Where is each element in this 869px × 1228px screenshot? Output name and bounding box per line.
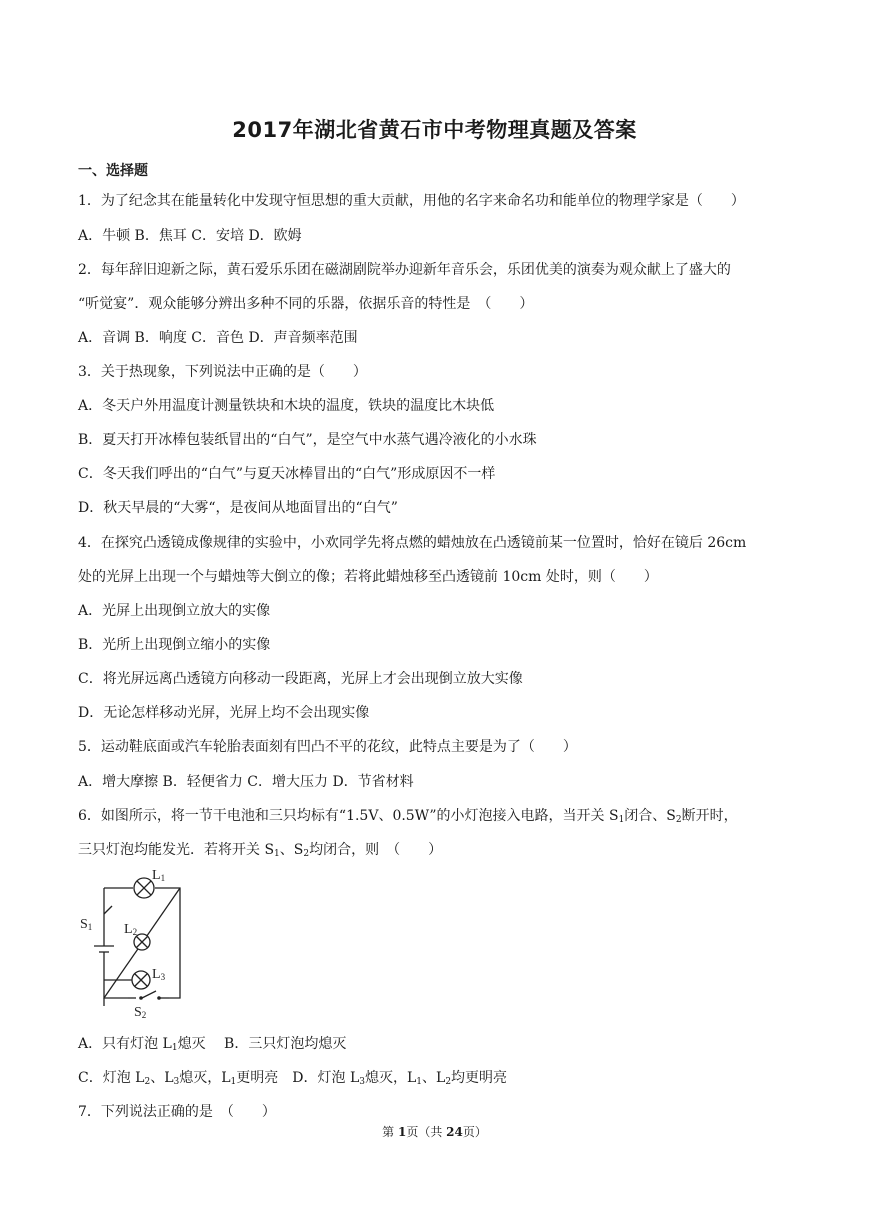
- question-1: 1．为了纪念其在能量转化中发现守恒思想的重大贡献，用他的名字来命名功和能单位的物理学家是（ ）: [78, 193, 745, 209]
- question-3-option-c: C．冬天我们呼出的“白气”与夏天冰棒冒出的“白气”形成原因不一样: [78, 466, 496, 482]
- label-l1: L1: [152, 868, 166, 883]
- question-6-line-1: 6．如图所示，将一节干电池和三只均标有“1.5V、0.5W”的小灯泡接入电路，当开关 $S_1$闭合、$S_2$断开时，: [78, 808, 738, 825]
- label-s1: S1: [80, 917, 93, 932]
- question-4-line-1: 4．在探究凸透镜成像规律的实验中，小欢同学先将点燃的蜡烛放在凸透镜前某一位置时，恰好在镜后 26cm: [78, 535, 747, 551]
- label-l2: L2: [124, 922, 138, 937]
- section-heading: 一、选择题: [78, 163, 148, 179]
- question-3-option-d: D．秋天早晨的“大雾“，是夜间从地面冒出的“白气”: [78, 500, 398, 516]
- question-3-option-b: B．夏天打开冰棒包装纸冒出的“白气”，是空气中水蒸气遇冷液化的小水珠: [78, 432, 537, 448]
- label-l3: L3: [152, 967, 166, 982]
- question-4-line-2: 处的光屏上出现一个与蜡烛等大倒立的像；若将此蜡烛移至凸透镜前 10cm 处时，则（ ）: [78, 569, 658, 585]
- label-s2: S2: [134, 1005, 147, 1020]
- question-2-line-2: “听觉宴”．观众能够分辨出多种不同的乐器，依据乐音的特性是 （ ）: [78, 296, 534, 312]
- question-6-options-cd: C．灯泡 $L_2$、$L_3$熄灭，$L_1$更明亮 D．灯泡 $L_3$熄灭，$L_1$、$L_2$均更明亮: [78, 1070, 508, 1087]
- question-2-line-1: 2．每年辞旧迎新之际，黄石爱乐乐团在磁湖剧院举办迎新年音乐会，乐团优美的演奏为观众献上了盛大的: [78, 262, 731, 278]
- question-4-option-b: B．光所上出现倒立缩小的实像: [78, 637, 271, 653]
- question-1-options: A．牛顿 B．焦耳 C．安培 D．欧姆: [78, 228, 302, 244]
- total-pages: 24: [446, 1125, 463, 1139]
- document-title: 2017年湖北省黄石市中考物理真题及答案: [232, 118, 637, 142]
- question-4-option-c: C．将光屏远离凸透镜方向移动一段距离，光屏上才会出现倒立放大实像: [78, 671, 523, 687]
- question-7: 7．下列说法正确的是 （ ）: [78, 1104, 276, 1120]
- page-footer: 第 1页（共 24页）: [382, 1125, 487, 1139]
- question-5-options: A．增大摩擦 B．轻便省力 C．增大压力 D．节省材料: [78, 774, 414, 790]
- circuit-diagram: [80, 866, 190, 1020]
- question-6-line-2: 三只灯泡均能发光．若将开关 $S_1$、$S_2$均闭合，则 （ ）: [78, 842, 443, 859]
- question-6-options-ab: A．只有灯泡 $L_1$熄灭 B．三只灯泡均熄灭: [78, 1036, 347, 1053]
- question-3: 3．关于热现象，下列说法中正确的是（ ）: [78, 364, 367, 380]
- question-5: 5．运动鞋底面或汽车轮胎表面刻有凹凸不平的花纹，此特点主要是为了（ ）: [78, 739, 577, 755]
- page-number: 1: [397, 1125, 407, 1139]
- question-4-option-a: A．光屏上出现倒立放大的实像: [78, 603, 271, 619]
- question-3-option-a: A．冬天户外用温度计测量铁块和木块的温度，铁块的温度比木块低: [78, 398, 495, 414]
- question-4-option-d: D．无论怎样移动光屏，光屏上均不会出现实像: [78, 705, 370, 721]
- question-2-options: A．音调 B．响度 C．音色 D．声音频率范围: [78, 330, 358, 346]
